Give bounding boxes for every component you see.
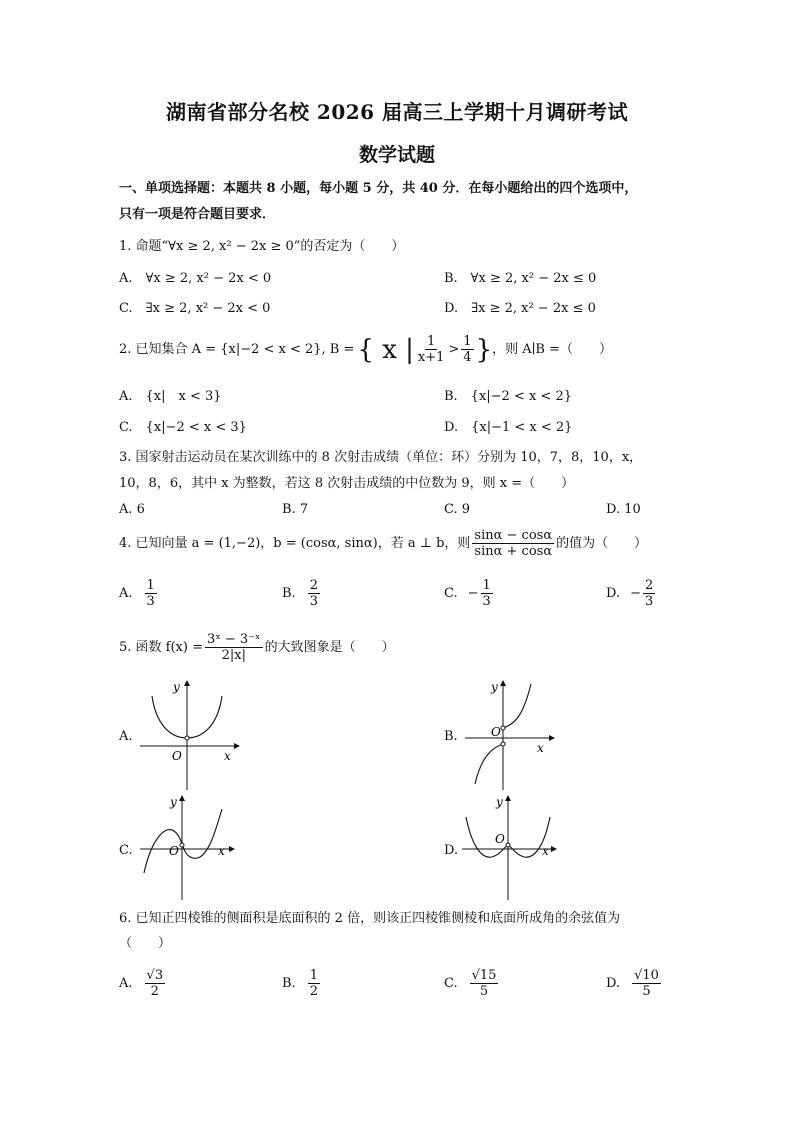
svg-text:O: O (169, 844, 179, 858)
q3-line2: 10，8，6，其中 x 为整数，若这 8 次射击成绩的中位数为 9，则 x =（ ） (119, 476, 575, 491)
q5-option-d-label: D. (444, 843, 459, 858)
q3-option-a: A. 6 (119, 502, 145, 517)
q6-option-d: D. $\frac{√10}{5}$ (606, 968, 659, 999)
svg-text:x: x (224, 749, 231, 763)
svg-text:y: y (491, 680, 498, 694)
q2-brace-right: } (475, 334, 493, 365)
q3-option-c: C. 9 (444, 502, 471, 517)
svg-text:O: O (491, 725, 501, 739)
q2-stem-post: ，则 A∣B =（ ） (492, 341, 613, 357)
q2-option-d: D. {x|−1 < x < 2} (444, 420, 573, 435)
q5-stem-post: 的大致图象是（ ） (264, 639, 395, 655)
q5-fraction: $\frac{\text{3ˣ − 3⁻ˣ}}{2|x|}$ (206, 632, 261, 663)
q2-option-a: A. {x| x < 3} (119, 389, 222, 404)
q6-line1: 6. 已知正四棱锥的侧面积是底面积的 2 倍，则该正四棱锥侧棱和底面所成角的余弦值为 (119, 911, 621, 926)
q1-stem: 1. 命题“∀x ≥ 2, x² − 2x ≥ 0”的否定为（ ） (119, 239, 405, 254)
q5-option-b-label: B. (444, 729, 458, 744)
q6-option-c: C. $\frac{√15}{5}$ (444, 968, 497, 999)
page-title: 湖南省部分名校 2026 届高三上学期十月调研考试 (165, 100, 629, 124)
section-heading-line1: 一、单项选择题：本题共 8 小题，每小题 5 分，共 40 分．在每小题给出的四个选项中， (119, 181, 638, 196)
q5-graph-c (140, 795, 235, 900)
q6-option-a: A. $\frac{√3}{2}$ (119, 968, 164, 999)
q5-graph-d (462, 795, 557, 900)
q2-option-b: B. {x|−2 < x < 2} (444, 389, 573, 404)
svg-text:y: y (173, 680, 180, 694)
q5-graph-a (140, 680, 240, 790)
svg-text:y: y (496, 795, 503, 809)
page-subtitle: 数学试题 (358, 144, 435, 166)
q3-option-d: D. 10 (606, 502, 641, 517)
q4-stem-post: 的值为（ ） (556, 535, 648, 551)
svg-text:x: x (537, 741, 544, 755)
svg-text:y: y (170, 795, 177, 809)
q5-option-c-label: C. (119, 843, 133, 858)
q2-option-c: C. {x|−2 < x < 3} (119, 420, 247, 435)
q5-option-a-label: A. (119, 729, 133, 744)
q2-stem-pre: 2. 已知集合 A = {x|−2 < x < 2}, B = (119, 341, 355, 357)
q3-option-b: B. 7 (282, 502, 309, 517)
q1-option-c: C. ∃x ≥ 2, x² − 2x < 0 (119, 301, 271, 316)
q3-line1: 3. 国家射击运动员在某次训练中的 8 次射击成绩（单位：环）分别为 10，7，8，10，x， (119, 450, 643, 465)
svg-text:x: x (218, 844, 225, 858)
svg-text:x: x (542, 844, 549, 858)
q2-stem: 2. 已知集合 A = {x|−2 < x < 2}, B = { x | $\frac{1}{x+1}$ > $\frac{1}{4}$ } ，则 A∣B =（ ） (119, 334, 613, 365)
svg-text:O: O (172, 749, 182, 763)
svg-text:O: O (495, 832, 505, 846)
q4-option-b: B. $\frac{2}{3}$ (282, 578, 318, 609)
q2-fraction-2: $\frac{1}{4}$ (463, 334, 472, 365)
q6-option-b: B. $\frac{1}{2}$ (282, 968, 318, 999)
q1-option-d: D. ∃x ≥ 2, x² − 2x ≤ 0 (444, 301, 596, 316)
q4-stem (119, 528, 647, 559)
section-heading-line2: 只有一项是符合题目要求． (119, 207, 276, 222)
q2-fraction-1: $\frac{1}{x+1}$ (417, 334, 445, 365)
q5-stem-pre: 5. 函数 f(x) = (119, 639, 203, 655)
q6-line2: （ ） (119, 936, 172, 951)
q5-stem (119, 632, 395, 663)
q1-option-b: B. ∀x ≥ 2, x² − 2x ≤ 0 (444, 271, 597, 286)
q4-option-a: A. $\frac{1}{3}$ (119, 578, 155, 609)
q4-stem-pre: 4. 已知向量 a = (1,−2)，b = (cosα, sinα)，若 a ⊥ b，则 (119, 535, 471, 551)
q2-brace-left: { x | (357, 334, 414, 365)
q4-option-c: C. − $\frac{1}{3}$ (444, 578, 491, 609)
q1-option-a: A. ∀x ≥ 2, x² − 2x < 0 (119, 271, 272, 286)
q4-fraction: $\frac{\sin\alpha - \cos\alpha}{\sin\alpha + \cos\alpha}$ (474, 528, 553, 559)
q4-option-d: D. − $\frac{2}{3}$ (606, 578, 654, 609)
q5-graph-b (465, 680, 555, 790)
